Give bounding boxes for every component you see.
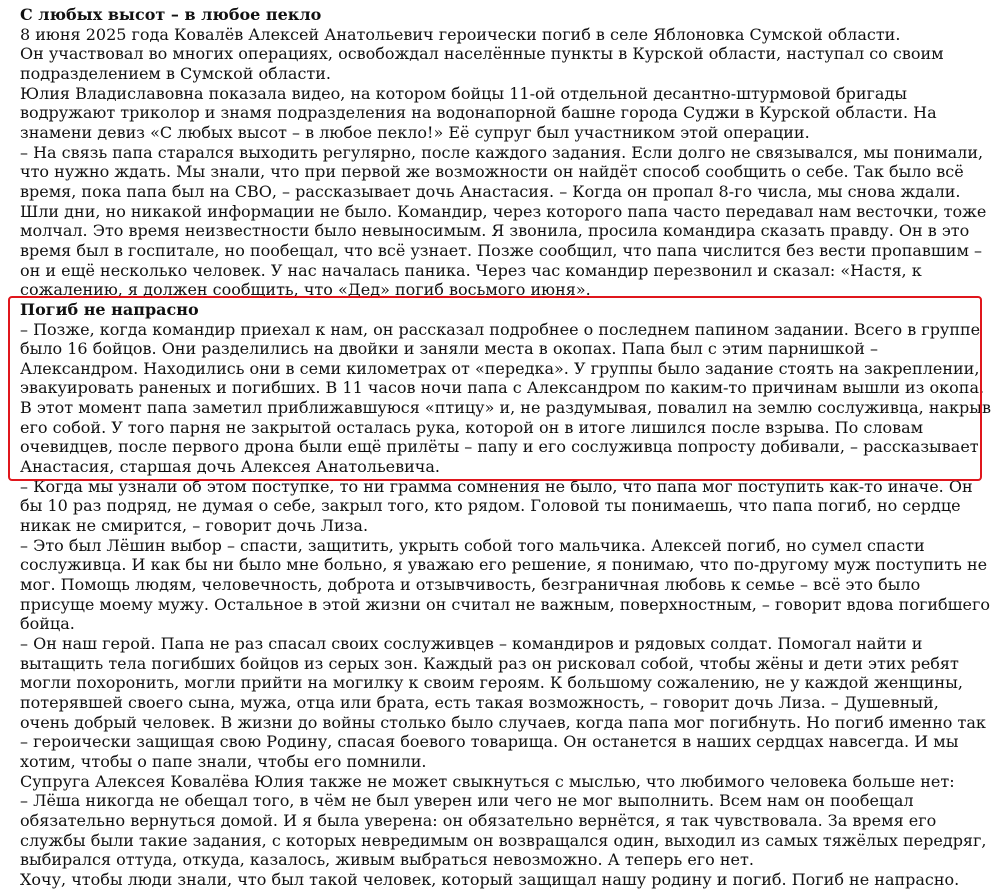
paragraph-operations: Он участвовал во многих операциях, освобождал населённые пункты в Курской области, наступал со своим подразделением в Сумской области. xyxy=(20,44,944,83)
paragraph-flag-video: Юлия Владиславовна показала видео, на котором бойцы 11-ой отдельной десантно-штурмовой бригады водружают триколор и знамя подразделения на водонапорной башне города Суджи в Курской области. На знамени девиз «С любых высот – в любое пекло!» Её супруг был участником этой операции. xyxy=(20,83,937,142)
paragraph-closing: Хочу, чтобы люди знали, что был такой человек, который защищал нашу родину и погиб. Погиб не напрасно. xyxy=(20,869,960,889)
paragraph-widow: – Это был Лёшин выбор – спасти, защитить, укрыть собой того мальчика. Алексей погиб, но сумел спасти сослуживца. И как бы ни было мне больно, я уважаю его решение, я понимаю, что по-другому муж поступить не мог. Помощь людям, человечность, доброта и отзывчивость, безграничная любовь к семье – всё это было присуще моему мужу. Остальное в этой жизни он считал не важным, поверхностным, – говорит вдова погибшего бойца. xyxy=(20,535,990,634)
article xyxy=(20,5,992,890)
paragraph-daughter-liza: – Когда мы узнали об этом поступке, то ни грамма сомнения не было, что папа мог поступить как-то иначе. Он бы 10 раз подряд, не думая о себе, закрыл того, кто рядом. Головой ты понимаешь, что папа погиб, но сердце никак не смирится, – говорит дочь Лиза. xyxy=(20,476,973,536)
section-heading-heights: С любых высот – в любое пекло xyxy=(20,5,322,24)
paragraph-spouse-quote: – Лёша никогда не обещал того, в чём не был уверен или чего не мог выполнить. Всем нам он пообещал обязательно вернуться домой. И я была уверена: он обязательно вернётся, я так чувствовала. За время его службы были такие задания, с которых невредимым он возвращался один, выходил из самых тяжёлых передряг, выбирался оттуда, откуда, казалось, живым выбраться невозможно. А теперь его нет. xyxy=(20,791,987,870)
paragraph-last-mission: – Позже, когда командир приехал к нам, он рассказал подробнее о последнем папином задании. Всего в группе было 16 бойцов. Они разделились на двойки и заняли места в окопах. Папа был с этим парнишкой – Александром. Находились они в семи километрах от «передка». У группы было задание стоять на закреплении, эвакуировать раненых и погибших. В 11 часов ночи папа с Александром по каким-то причинам вышли из окопа. В этот момент папа заметил приближавшуюся «птицу» и, не раздумывая, повалил на землю сослуживца, накрыв его собой. У того парня не закрытой осталась рука, которой он в итоге лишился после взрыва. По словам очевидцев, после первого дрона были ещё прилёты – папу и его сослуживца попросту добивали, – рассказывает Анастасия, старшая дочь Алексея Анатольевича. xyxy=(20,319,992,477)
paragraph-death-date: 8 июня 2025 года Ковалёв Алексей Анатольевич героически погиб в селе Яблоновка Сумской области. xyxy=(20,24,901,44)
paragraph-spouse-intro: Супруга Алексея Ковалёва Юлия также не может свыкнуться с мыслью, что любимого человека больше нет: xyxy=(20,771,955,791)
section-heading-not-in-vain: Погиб не напрасно xyxy=(20,299,199,319)
paragraph-daughter-anastasia: – На связь папа старался выходить регулярно, после каждого задания. Если долго не связывался, мы понимали, что нужно ждать. Мы знали, что при первой же возможности он найдёт способ сообщить о себе. Так было всё время, пока папа был на СВО, – рассказывает дочь Анастасия. – Когда он пропал 8-го числа, мы снова ждали. Шли дни, но никакой информации не было. Командир, через которого папа часто передавал нам весточки, тоже молчал. Это время неизвестности было невыносимым. Я звонила, просила командира сказать правду. Он в это время был в госпитале, но пообещал, что всё узнает. Позже сообщил, что папа числится без вести пропавшим – он и ещё несколько человек. У нас началась паника. Через час командир перезвонил и сказал: «Настя, к сожалению, я должен сообщить, что «Дед» погиб восьмого июня». xyxy=(20,142,987,300)
paragraph-our-hero: – Он наш герой. Папа не раз спасал своих сослуживцев – командиров и рядовых солдат. Помогал найти и вытащить тела погибших бойцов из серых зон. Каждый раз он рисковал собой, чтобы жёны и дети этих ребят могли похоронить, могли прийти на могилку к своим героям. К большому сожалению, не у каждой женщины, потерявшей своего сына, мужа, отца или брата, есть такая возможность, – говорит дочь Лиза. – Душевный, очень добрый человек. В жизни до войны столько было случаев, когда папа мог погибнуть. Но погиб именно так – героически защищая свою Родину, спасая боевого товарища. Он останется в наших сердцах навсегда. И мы хотим, чтобы о папе знали, чтобы его помнили. xyxy=(20,634,986,771)
